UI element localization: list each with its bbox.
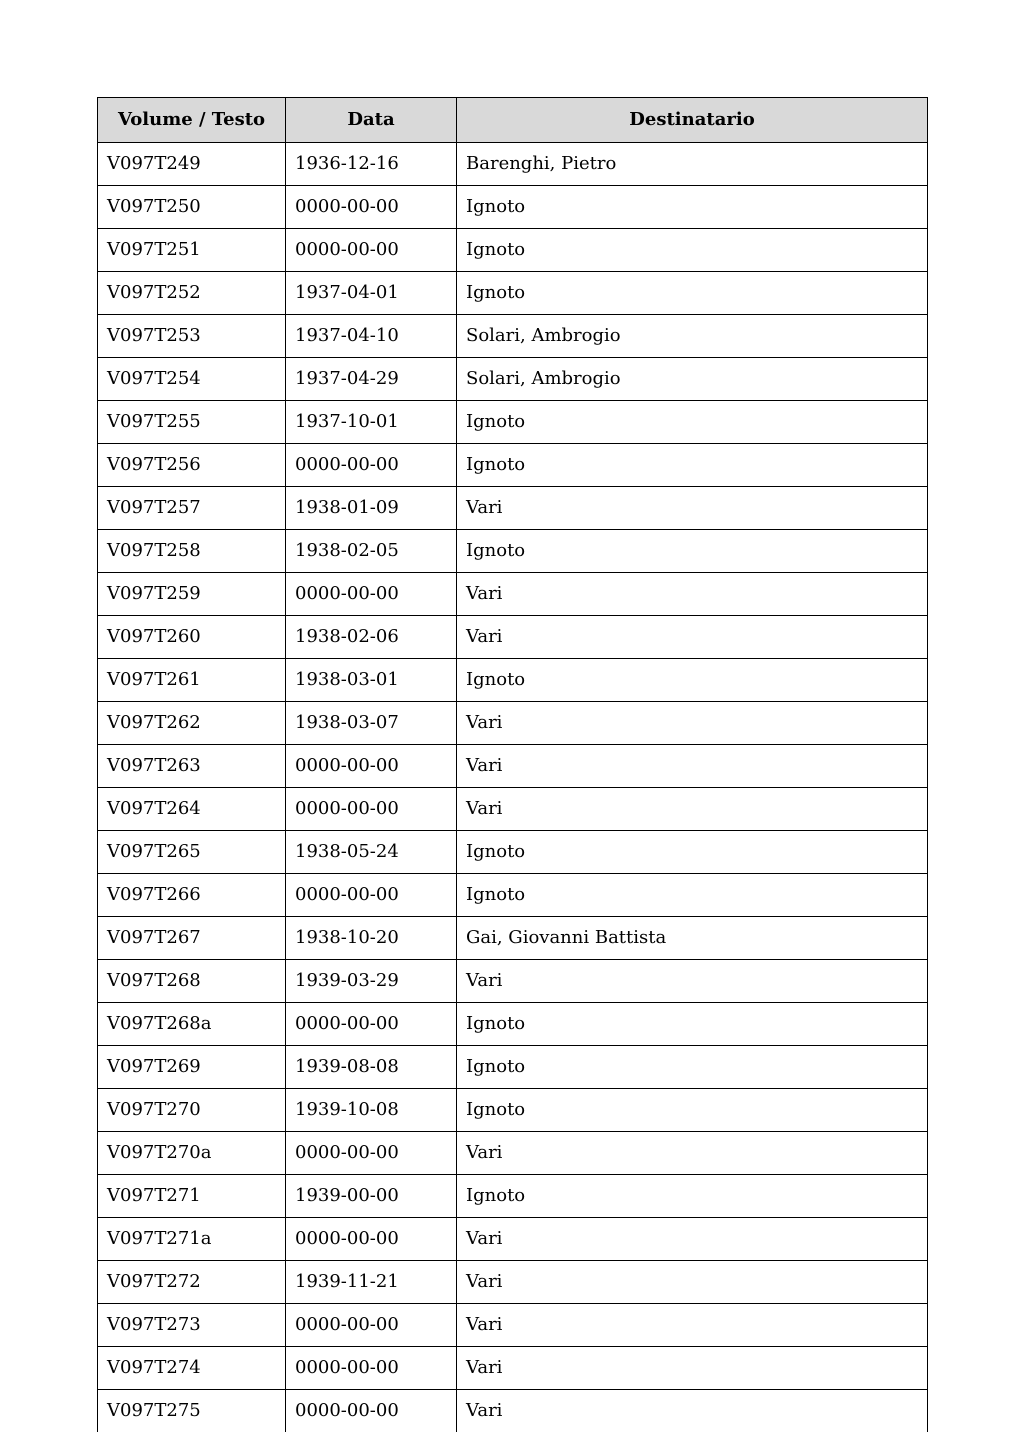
cell-volume-testo: V097T273 <box>98 1304 286 1347</box>
header-row <box>98 98 928 143</box>
cell-destinatario: Ignoto <box>457 874 928 917</box>
cell-data: 1939-08-08 <box>286 1046 457 1089</box>
cell-data: 0000-00-00 <box>286 1132 457 1175</box>
cell-volume-testo: V097T250 <box>98 186 286 229</box>
table-body <box>98 143 928 1433</box>
cell-data: 0000-00-00 <box>286 444 457 487</box>
cell-data: 0000-00-00 <box>286 229 457 272</box>
cell-destinatario: Ignoto <box>457 229 928 272</box>
cell-data: 1939-10-08 <box>286 1089 457 1132</box>
cell-volume-testo: V097T271a <box>98 1218 286 1261</box>
cell-destinatario: Vari <box>457 788 928 831</box>
cell-data: 1938-03-01 <box>286 659 457 702</box>
cell-volume-testo: V097T255 <box>98 401 286 444</box>
cell-data: 1937-04-29 <box>286 358 457 401</box>
cell-volume-testo: V097T270 <box>98 1089 286 1132</box>
column-header-destinatario: Destinatario <box>457 98 928 143</box>
cell-data: 1938-10-20 <box>286 917 457 960</box>
cell-volume-testo: V097T254 <box>98 358 286 401</box>
table-row <box>98 1132 928 1175</box>
cell-destinatario: Solari, Ambrogio <box>457 358 928 401</box>
cell-destinatario: Ignoto <box>457 186 928 229</box>
cell-destinatario: Ignoto <box>457 659 928 702</box>
cell-data: 0000-00-00 <box>286 1347 457 1390</box>
table-row <box>98 917 928 960</box>
table-row <box>98 573 928 616</box>
cell-volume-testo: V097T251 <box>98 229 286 272</box>
cell-volume-testo: V097T262 <box>98 702 286 745</box>
table-row <box>98 745 928 788</box>
cell-volume-testo: V097T274 <box>98 1347 286 1390</box>
cell-data: 0000-00-00 <box>286 874 457 917</box>
cell-destinatario: Gai, Giovanni Battista <box>457 917 928 960</box>
cell-destinatario: Ignoto <box>457 1089 928 1132</box>
cell-destinatario: Vari <box>457 745 928 788</box>
cell-volume-testo: V097T272 <box>98 1261 286 1304</box>
cell-volume-testo: V097T266 <box>98 874 286 917</box>
table-row <box>98 616 928 659</box>
column-header-volume-testo: Volume / Testo <box>98 98 286 143</box>
cell-volume-testo: V097T256 <box>98 444 286 487</box>
cell-destinatario: Ignoto <box>457 401 928 444</box>
table-row <box>98 1218 928 1261</box>
cell-destinatario: Vari <box>457 1390 928 1433</box>
table-row <box>98 315 928 358</box>
table-row <box>98 960 928 1003</box>
cell-destinatario: Vari <box>457 702 928 745</box>
cell-destinatario: Ignoto <box>457 1003 928 1046</box>
table-row <box>98 272 928 315</box>
cell-volume-testo: V097T265 <box>98 831 286 874</box>
cell-volume-testo: V097T275 <box>98 1390 286 1433</box>
cell-destinatario: Ignoto <box>457 1046 928 1089</box>
cell-volume-testo: V097T268 <box>98 960 286 1003</box>
cell-volume-testo: V097T263 <box>98 745 286 788</box>
cell-data: 0000-00-00 <box>286 1003 457 1046</box>
cell-destinatario: Vari <box>457 960 928 1003</box>
cell-destinatario: Ignoto <box>457 831 928 874</box>
table-row <box>98 659 928 702</box>
cell-volume-testo: V097T260 <box>98 616 286 659</box>
table-row <box>98 831 928 874</box>
cell-volume-testo: V097T249 <box>98 143 286 186</box>
cell-data: 0000-00-00 <box>286 186 457 229</box>
cell-volume-testo: V097T261 <box>98 659 286 702</box>
cell-data: 0000-00-00 <box>286 1390 457 1433</box>
cell-destinatario: Barenghi, Pietro <box>457 143 928 186</box>
table-row <box>98 401 928 444</box>
cell-data: 0000-00-00 <box>286 1218 457 1261</box>
cell-destinatario: Vari <box>457 616 928 659</box>
letters-table <box>97 97 928 1432</box>
cell-data: 1937-04-01 <box>286 272 457 315</box>
cell-destinatario: Ignoto <box>457 530 928 573</box>
cell-data: 0000-00-00 <box>286 788 457 831</box>
cell-volume-testo: V097T252 <box>98 272 286 315</box>
cell-destinatario: Ignoto <box>457 444 928 487</box>
table-row <box>98 1347 928 1390</box>
table-row <box>98 1175 928 1218</box>
cell-data: 1939-11-21 <box>286 1261 457 1304</box>
cell-data: 1937-04-10 <box>286 315 457 358</box>
cell-destinatario: Ignoto <box>457 1175 928 1218</box>
cell-data: 1938-02-05 <box>286 530 457 573</box>
table-row <box>98 1089 928 1132</box>
cell-data: 1939-00-00 <box>286 1175 457 1218</box>
table-row <box>98 487 928 530</box>
table-header <box>98 98 928 143</box>
cell-volume-testo: V097T271 <box>98 1175 286 1218</box>
cell-destinatario: Vari <box>457 1347 928 1390</box>
cell-data: 0000-00-00 <box>286 745 457 788</box>
cell-volume-testo: V097T258 <box>98 530 286 573</box>
cell-data: 1936-12-16 <box>286 143 457 186</box>
table-row <box>98 358 928 401</box>
cell-data: 0000-00-00 <box>286 1304 457 1347</box>
cell-data: 1939-03-29 <box>286 960 457 1003</box>
cell-volume-testo: V097T267 <box>98 917 286 960</box>
table-row <box>98 1046 928 1089</box>
table-row <box>98 702 928 745</box>
cell-volume-testo: V097T269 <box>98 1046 286 1089</box>
cell-destinatario: Vari <box>457 487 928 530</box>
cell-data: 0000-00-00 <box>286 573 457 616</box>
column-header-data: Data <box>286 98 457 143</box>
cell-data: 1938-01-09 <box>286 487 457 530</box>
table-row <box>98 1003 928 1046</box>
table-row <box>98 530 928 573</box>
table-row <box>98 143 928 186</box>
cell-destinatario: Ignoto <box>457 272 928 315</box>
cell-data: 1937-10-01 <box>286 401 457 444</box>
table-row <box>98 186 928 229</box>
cell-volume-testo: V097T268a <box>98 1003 286 1046</box>
cell-volume-testo: V097T270a <box>98 1132 286 1175</box>
cell-data: 1938-05-24 <box>286 831 457 874</box>
cell-destinatario: Vari <box>457 1261 928 1304</box>
table-row <box>98 1304 928 1347</box>
cell-volume-testo: V097T257 <box>98 487 286 530</box>
cell-destinatario: Vari <box>457 1218 928 1261</box>
table-row <box>98 1261 928 1304</box>
cell-volume-testo: V097T259 <box>98 573 286 616</box>
table-row <box>98 1390 928 1433</box>
table-row <box>98 874 928 917</box>
table-row <box>98 444 928 487</box>
cell-volume-testo: V097T253 <box>98 315 286 358</box>
cell-data: 1938-03-07 <box>286 702 457 745</box>
cell-destinatario: Vari <box>457 1304 928 1347</box>
cell-destinatario: Vari <box>457 573 928 616</box>
table-row <box>98 229 928 272</box>
cell-data: 1938-02-06 <box>286 616 457 659</box>
cell-destinatario: Solari, Ambrogio <box>457 315 928 358</box>
cell-volume-testo: V097T264 <box>98 788 286 831</box>
cell-destinatario: Vari <box>457 1132 928 1175</box>
table-row <box>98 788 928 831</box>
